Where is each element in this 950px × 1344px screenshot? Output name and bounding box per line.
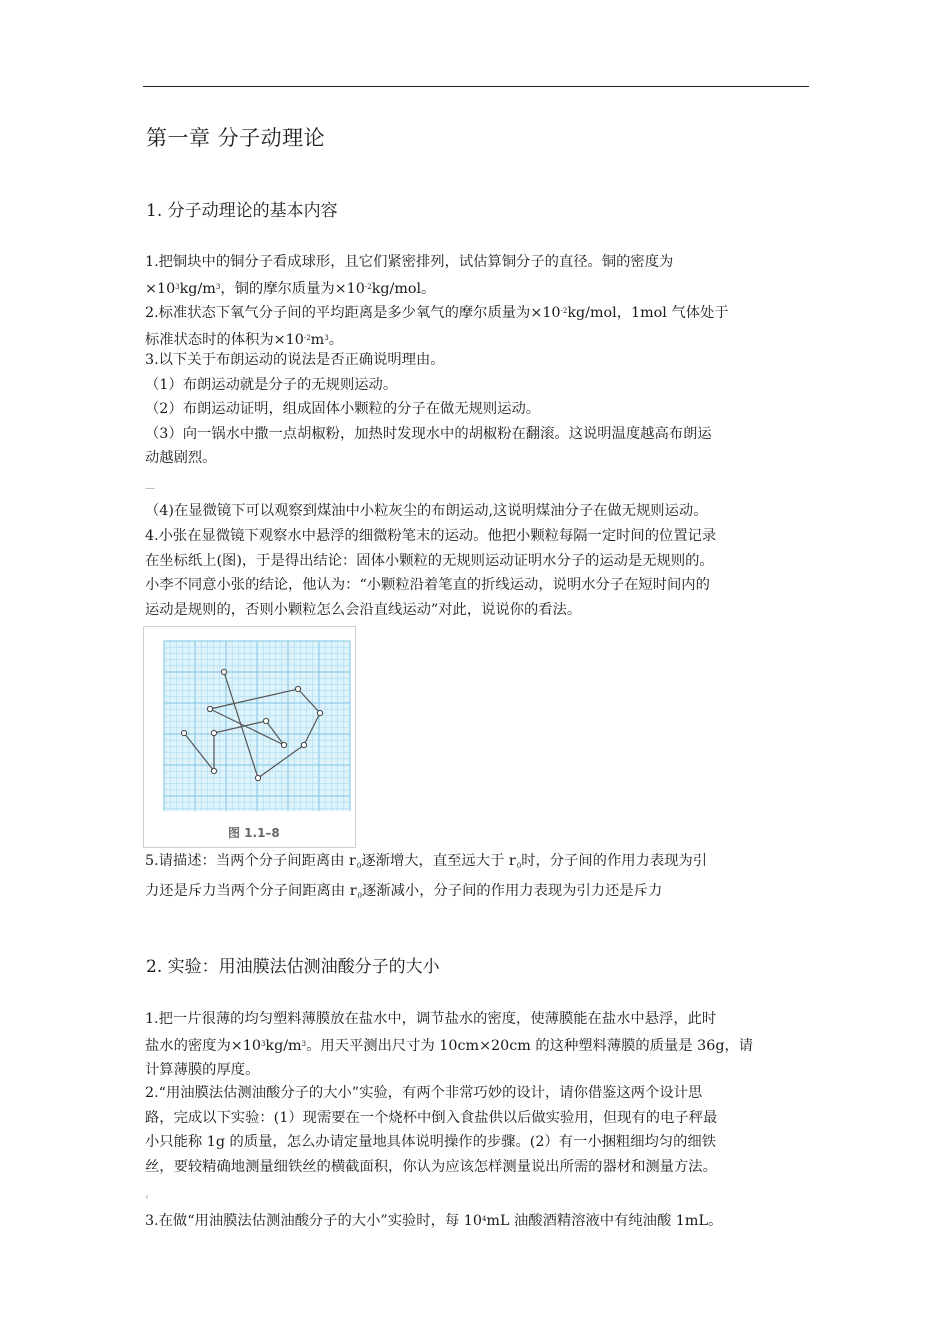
path-point-3 [211,730,216,735]
question-1-3-item-3-line-2: 动越剧烈。 [145,450,217,466]
question-2-1 [145,1007,813,1083]
question-1-3-intro: 3.以下关于布朗运动的说法是否正确说明理由。 [145,352,445,368]
header-rule [143,86,809,87]
section-1-heading: 1. 分子动理论的基本内容 [146,201,338,221]
path-point-8 [317,710,322,715]
question-1-3-item-4: （4)在显微镜下可以观察到煤油中小粒灰尘的布朗运动,这说明煤油分子在做无规则运动。 [145,503,708,519]
question-1-4 [145,524,813,622]
question-1-1 [145,250,813,301]
question-1-3-item-2: （2）布朗运动证明，组成固体小颗粒的分子在做无规则运动。 [145,401,541,417]
path-point-7 [295,686,300,691]
chapter-title: 第一章 分子动理论 [146,126,326,150]
brownian-motion-figure [143,626,356,848]
section-2-heading: 2. 实验：用油膜法估测油酸分子的大小 [146,957,440,977]
path-point-9 [301,742,306,747]
path-point-2 [211,768,216,773]
path-point-6 [207,706,212,711]
margin-mark-2: ‹ [145,1192,149,1203]
path-point-1 [181,730,186,735]
question-2-1-line-1: 1.把一片很薄的均匀塑料薄膜放在盐水中，调节盐水的密度，使薄膜能在盐水中悬浮，此时 [145,1011,717,1027]
question-1-2-line-2: 标准状态时的体积为$\times 10^{-2}m^3$。 [145,331,343,348]
question-2-2-line-3: 小只能称 1g 的质量，怎么办请定量地具体说明操作的步骤。(2）有一小捆粗细均匀的细铁 [145,1134,716,1150]
trajectory-graph [144,627,355,847]
question-1-1-line-1: 1.把铜块中的铜分子看成球形，且它们紧密排列，试估算铜分子的直径。铜的密度为 [145,254,674,270]
path-point-5 [281,742,286,747]
figure-caption: 图 1.1–8 [228,826,280,840]
question-1-3 [145,348,813,471]
question-1-3-item-3-line-1: （3）向一锅水中撒一点胡椒粉，加热时发现水中的胡椒粉在翻滚。这说明温度越高布朗运 [145,425,712,442]
question-2-2-line-2: 路，完成以下实验：(1）现需要在一个烧杯中倒入食盐供以后做实验用，但现有的电子秤最 [145,1109,718,1126]
question-1-4-line-1: 4.小张在显微镜下观察水中悬浮的细微粉笔末的运动。他把小颗粒每隔一定时间的位置记录 [145,528,717,544]
path-point-11 [221,669,226,674]
question-1-4-line-3: 小李不同意小张的结论，他认为：“小颗粒沿着笔直的折线运动，说明水分子在短时间内的 [145,577,710,593]
question-2-2-line-4: 丝，要较精确地测量细铁丝的横截面积，你认为应该怎样测量说出所需的器材和测量方法。 [145,1158,717,1175]
question-1-4-line-2: 在坐标纸上(图)，于是得出结论：固体小颗粒的无规则运动证明水分子的运动是无规则的。 [145,552,714,569]
question-1-4-line-4: 运动是规则的，否则小颗粒怎么会沿直线运动”对此，说说你的看法。 [145,601,582,618]
question-1-2 [145,299,813,352]
path-point-10 [255,775,260,780]
question-2-3 [145,1207,813,1234]
question-2-1-line-3: 计算薄膜的厚度。 [145,1062,260,1078]
question-2-3-line-1: 3.在做“用油膜法估测油酸分子的大小”实验时，每 $10^4mL$ 油酸酒精溶液中有纯油酸 1mL。 [145,1213,723,1229]
question-2-2 [145,1081,813,1179]
question-1-1-line-2: $\times 10^3kg/m^3$，铜的摩尔质量为$\times 10^{-2}kg$/mol。 [145,280,436,297]
question-1-5-line-2: 力还是斥力当两个分子间距离由 $r_0$逐渐减小，分子间的作用力表现为引力还是斥力 [145,882,663,900]
question-2-1-line-2: 盐水的密度为$\times 10^3kg/m^3$。用天平测出尺寸为 10cm×20cm 的这种塑料薄膜的质量是 36g，请 [145,1037,754,1054]
path-point-4 [263,718,268,723]
margin-mark: — [145,483,155,494]
question-1-5 [145,849,813,908]
question-1-5-line-1: 5.请描述：当两个分子间距离由 $r_0$逐渐增大，直至远大于 $r_0$时，分子间的作用力表现为引 [145,853,708,870]
question-1-2-line-1: 2.标准状态下氧气分子间的平均距离是多少氧气的摩尔质量为$\times 10^{-2}kg$/mol，1mol 气体处于 [145,305,729,321]
question-2-2-line-1: 2.“用油膜法估测油酸分子的大小”实验，有两个非常巧妙的设计，请你借鉴这两个设计思 [145,1085,703,1101]
question-1-3-item-1: （1）布朗运动就是分子的无规则运动。 [145,376,398,393]
